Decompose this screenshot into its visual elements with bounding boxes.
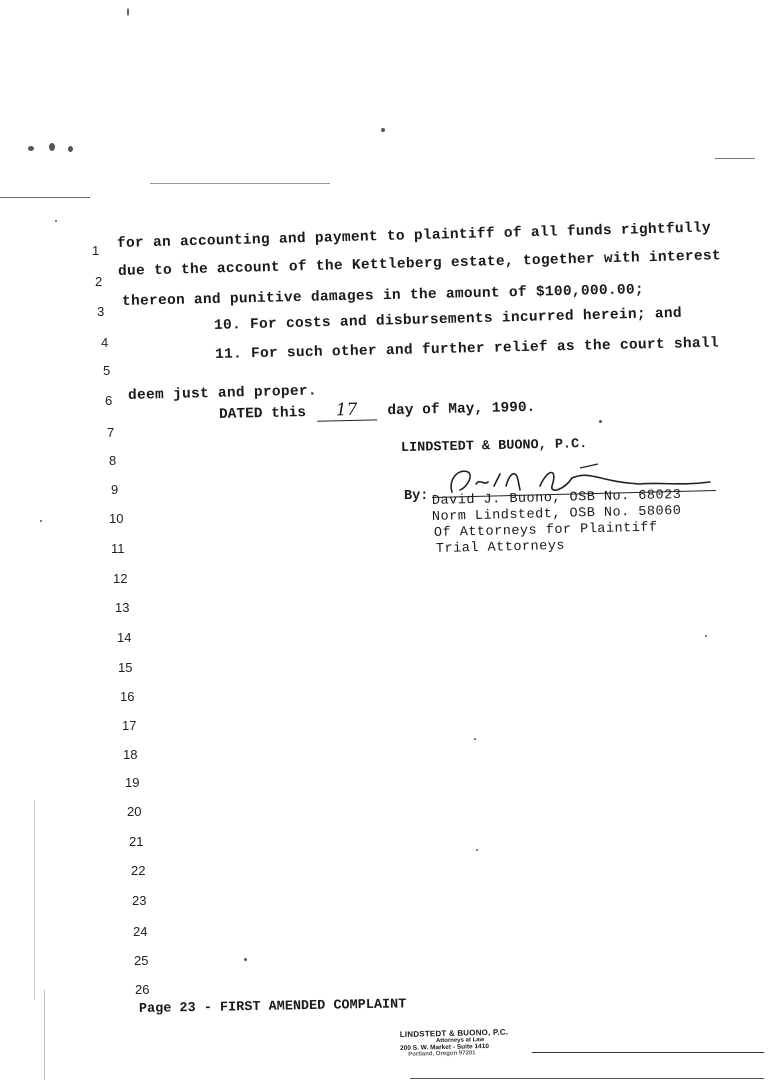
attorney-line: David J. Buono, OSB No. 68023 [431,487,682,509]
line-number: 2 [95,274,103,289]
dated-prefix: DATED this [218,405,307,423]
line-number: 1 [92,243,100,258]
line-number: 6 [105,393,113,408]
body-line: 10. For costs and disbursements incurred herein; and [213,305,683,334]
footer-firm-address: 200 S. W. Market - Suite 1410 [400,1042,490,1052]
page-label: Page 23 - FIRST AMENDED COMPLAINT [138,997,407,1017]
line-number: 11 [111,541,125,556]
line-number: 21 [129,834,144,849]
line-number: 10 [109,511,124,526]
attorney-line: Trial Attorneys [435,538,566,557]
attorney-line: Of Attorneys for Plaintiff [433,520,658,541]
footer-firm-city: Portland, Oregon 97201 [408,1050,476,1058]
line-number: 5 [103,363,111,378]
dated-suffix: day of May, 1990. [387,399,536,420]
line-number: 13 [115,600,130,615]
line-number: 15 [118,660,133,675]
dated-day [316,399,376,421]
line-number: 18 [123,747,138,762]
footer-firm-block [400,1028,509,1058]
line-number: 12 [113,571,128,586]
line-number: 17 [122,718,137,733]
footer-firm-sub: Attorneys at Law [435,1037,485,1045]
line-number: 16 [120,689,135,704]
line-number: 25 [134,953,149,968]
line-number: 9 [111,482,119,497]
line-number: 19 [125,775,140,790]
line-number: 3 [97,304,105,319]
footer-rule [410,1078,764,1079]
body-line: for an accounting and payment to plaintiff of all funds rightfully [116,220,712,252]
line-number: 22 [131,863,146,878]
line-number: 7 [107,425,115,440]
footer-firm-name: LINDSTEDT & BUONO, P.C. [399,1027,509,1040]
line-number: 14 [117,630,132,645]
by-label: By: [404,489,429,504]
line-number: 4 [101,335,109,350]
body-line: 11. For such other and further relief as the court shall [214,335,720,363]
footer-rule [532,1052,764,1053]
body-line: thereon and punitive damages in the amount of $100,000.00; [121,282,645,310]
body-line: due to the account of the Kettleberg estate, together with interest [117,248,722,280]
dated-day-value: 17 [335,399,358,421]
firm-name: LINDSTEDT & BUONO, P.C. [400,437,588,456]
line-number: 24 [133,924,148,939]
line-number: 26 [135,982,150,997]
attorney-line: Norm Lindstedt, OSB No. 58060 [431,503,682,525]
line-number: 8 [109,453,117,468]
line-number: 20 [127,804,142,819]
line-number: 23 [132,893,147,908]
body-line: deem just and proper. [127,383,318,404]
